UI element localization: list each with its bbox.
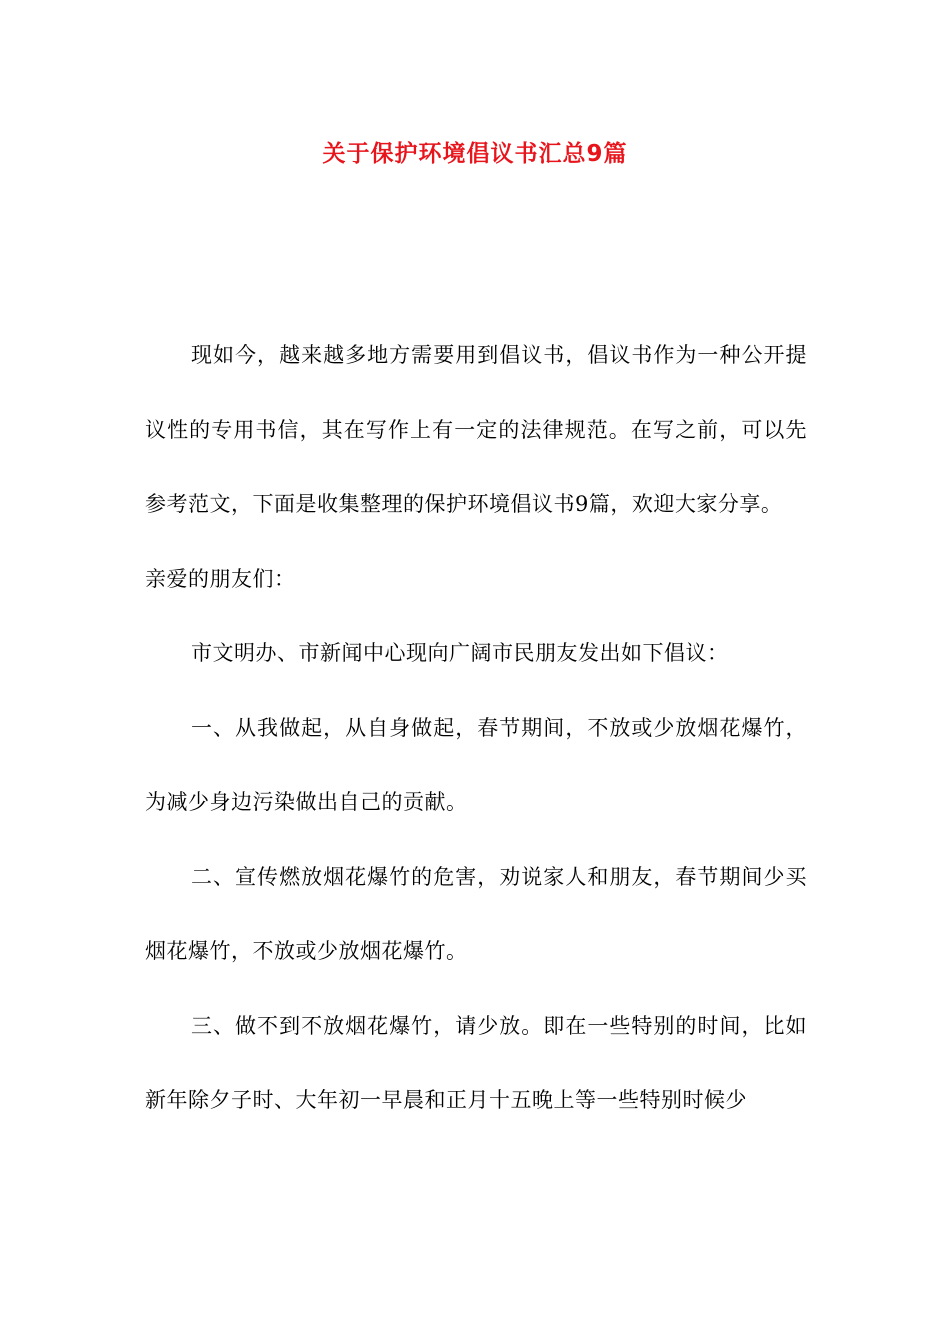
paragraph-announcement: 市文明办、市新闻中心现向广阔市民朋友发出如下倡议：: [191, 641, 729, 665]
paragraph-item-2: 二、宣传燃放烟花爆竹的危害，劝说家人和朋友，春节期间少买烟花爆竹，不放或少放烟花爆竹。: [145, 864, 807, 963]
document-body: [145, 318, 807, 1138]
paragraph-salutation: 亲爱的朋友们：: [145, 566, 296, 591]
paragraph-intro: 现如今，越来越多地方需要用到倡议书，倡议书作为一种公开提议性的专用书信，其在写作上有一定的法律规范。在写之前，可以先参考范文，下面是收集整理的保护环境倡议书9篇，欢迎大家分享。: [145, 343, 807, 516]
paragraph-item-1: 一、从我做起，从自身做起，春节期间，不放或少放烟花爆竹，为减少身边污染做出自己的贡献。: [145, 715, 807, 814]
paragraph-item-3: 三、做不到不放烟花爆竹，请少放。即在一些特别的时间，比如新年除夕子时、大年初一早晨和正月十五晚上等一些特别时候少: [145, 1013, 807, 1112]
document-title: 关于保护环境倡议书汇总9篇: [322, 141, 628, 167]
